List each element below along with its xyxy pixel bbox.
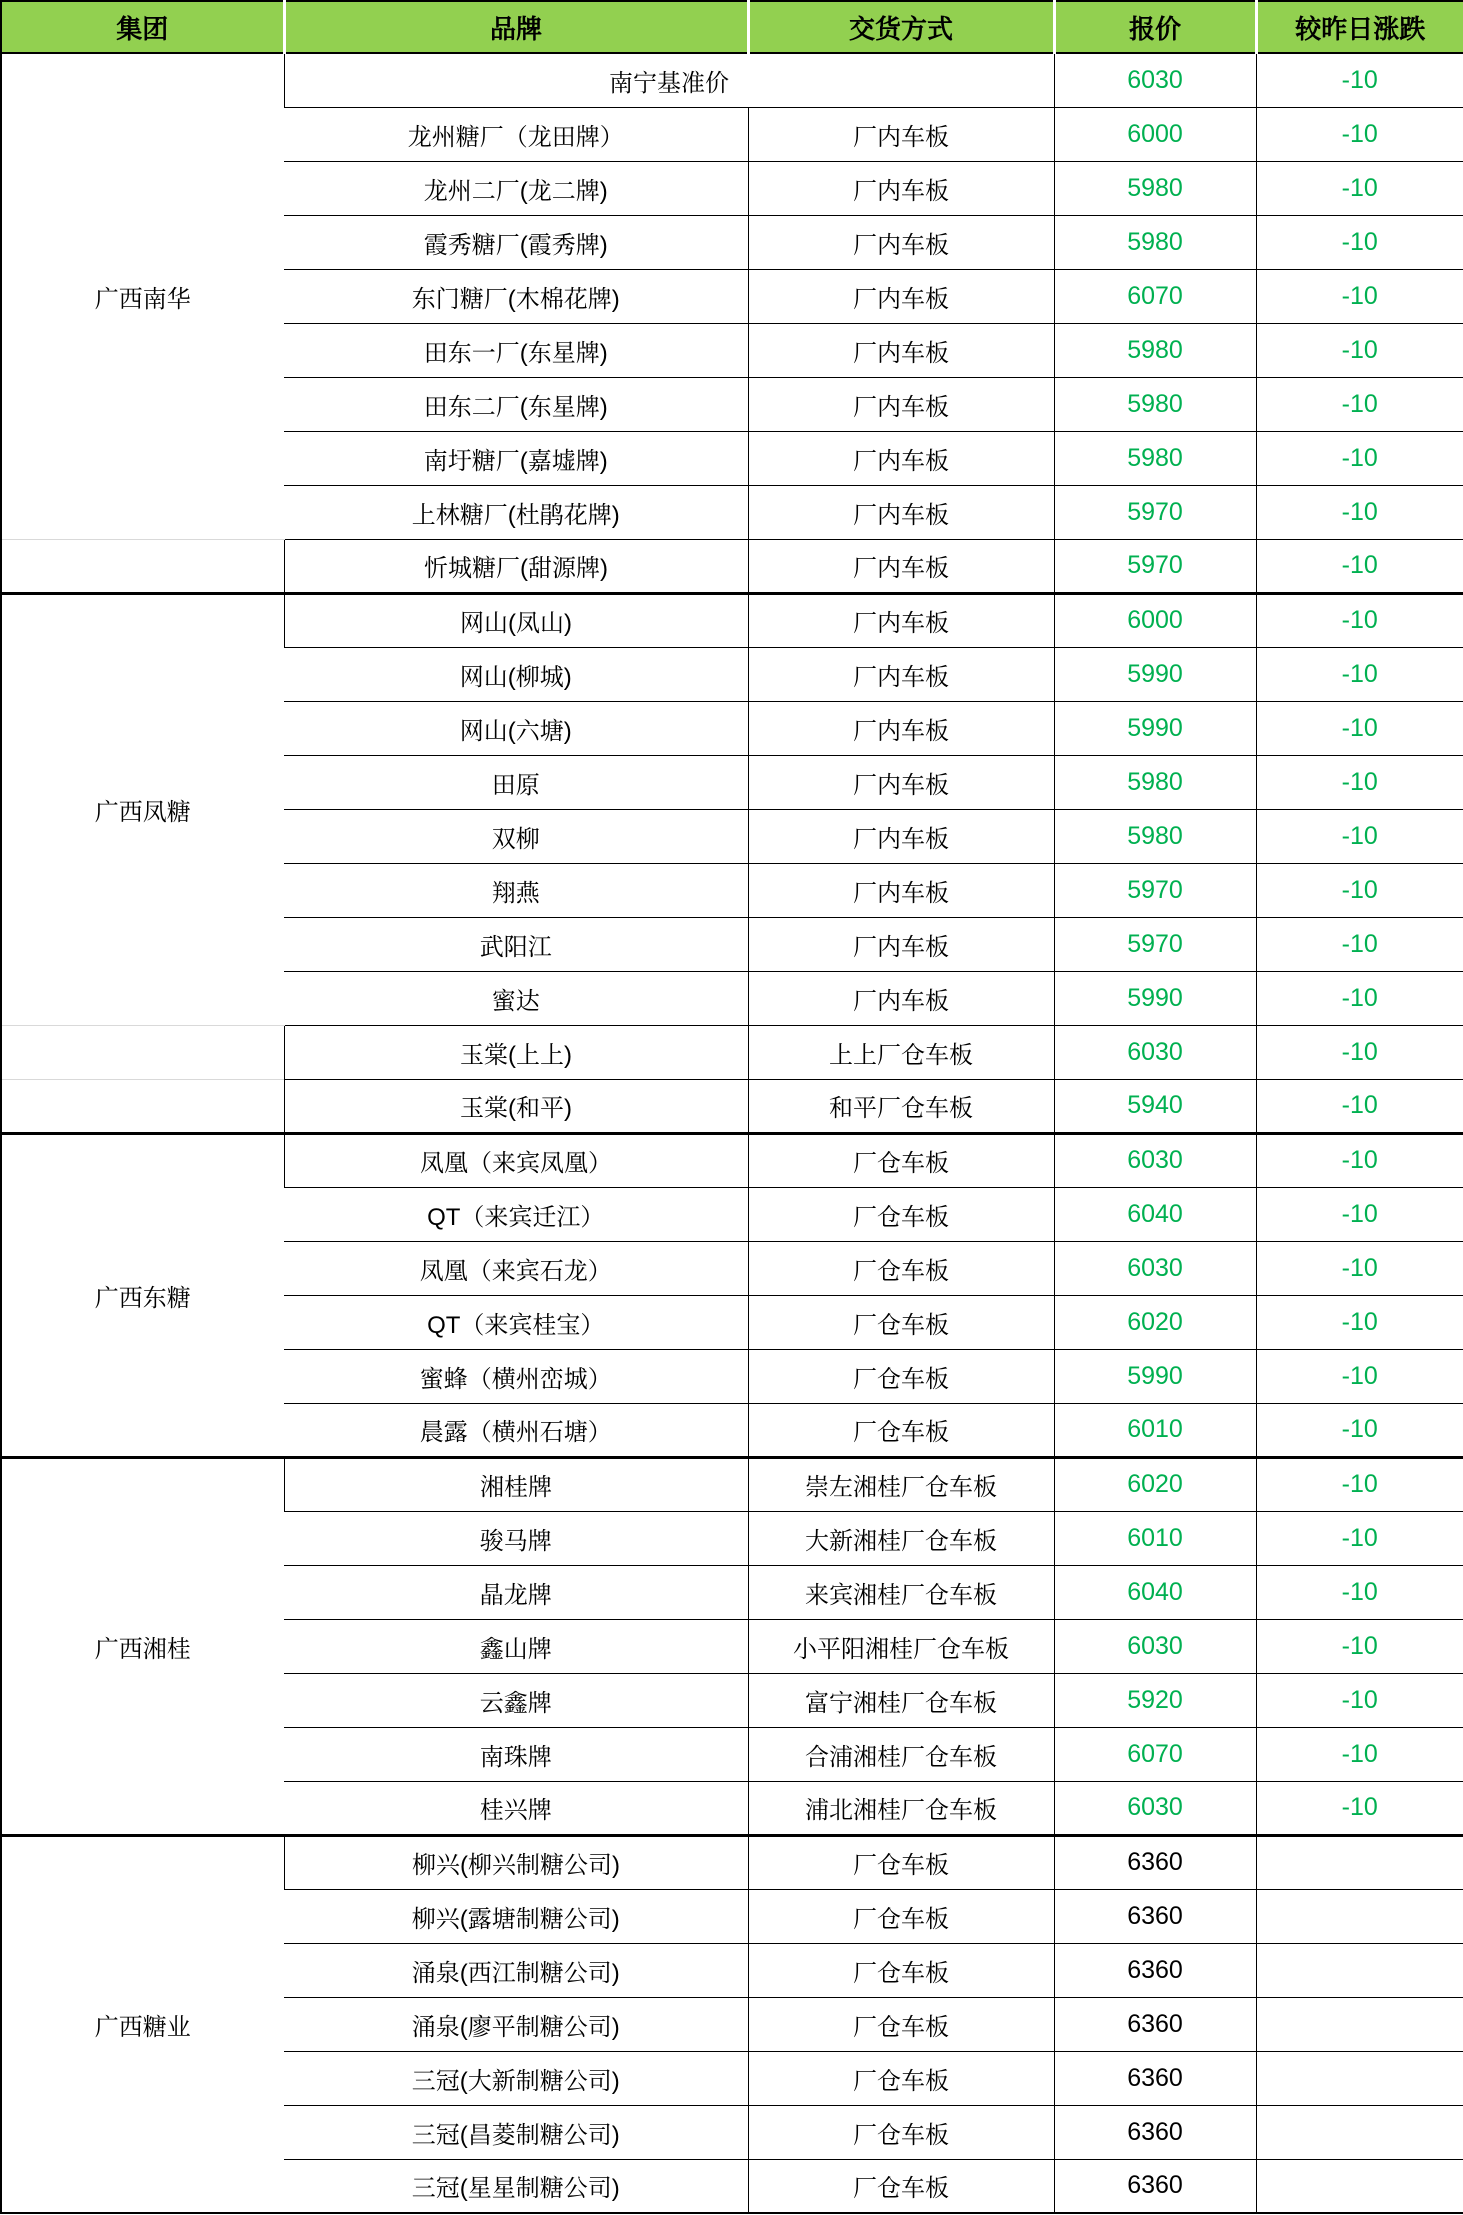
- price-cell: 6030: [1054, 1781, 1256, 1835]
- brand-cell: 晶龙牌: [284, 1565, 748, 1619]
- delivery-cell: 厂内车板: [748, 107, 1054, 161]
- delivery-cell: 厂仓车板: [748, 2105, 1054, 2159]
- change-cell: -10: [1256, 1349, 1463, 1403]
- price-cell: 6360: [1054, 2159, 1256, 2213]
- brand-cell: 霞秀糖厂(霞秀牌): [284, 215, 748, 269]
- delivery-cell: 厂内车板: [748, 593, 1054, 647]
- change-cell: -10: [1256, 755, 1463, 809]
- price-cell: 5990: [1054, 1349, 1256, 1403]
- delivery-cell: 富宁湘桂厂仓车板: [748, 1673, 1054, 1727]
- delivery-cell: 厂内车板: [748, 269, 1054, 323]
- price-cell: 5980: [1054, 215, 1256, 269]
- brand-cell: 网山(柳城): [284, 647, 748, 701]
- change-cell: -10: [1256, 539, 1463, 593]
- change-cell: -10: [1256, 269, 1463, 323]
- brand-cell: 南圩糖厂(嘉墟牌): [284, 431, 748, 485]
- price-cell: 5980: [1054, 377, 1256, 431]
- delivery-cell: 厂内车板: [748, 701, 1054, 755]
- brand-cell: 柳兴(露塘制糖公司): [284, 1889, 748, 1943]
- delivery-cell: 厂内车板: [748, 161, 1054, 215]
- delivery-cell: 厂内车板: [748, 971, 1054, 1025]
- delivery-cell: 厂仓车板: [748, 1997, 1054, 2051]
- change-cell: -10: [1256, 53, 1463, 107]
- price-cell: 5970: [1054, 917, 1256, 971]
- group-empty-cell: [1, 1025, 284, 1079]
- delivery-cell: 厂内车板: [748, 539, 1054, 593]
- table-row: [1, 1133, 1463, 1187]
- delivery-cell: 厂内车板: [748, 323, 1054, 377]
- delivery-cell: 厂仓车板: [748, 1295, 1054, 1349]
- delivery-cell: 厂内车板: [748, 377, 1054, 431]
- brand-cell: 云鑫牌: [284, 1673, 748, 1727]
- delivery-cell: 小平阳湘桂厂仓车板: [748, 1619, 1054, 1673]
- header-brand: 品牌: [284, 1, 748, 53]
- change-cell: [1256, 2159, 1463, 2213]
- delivery-cell: 厂仓车板: [748, 1943, 1054, 1997]
- change-cell: -10: [1256, 1295, 1463, 1349]
- price-cell: 5980: [1054, 809, 1256, 863]
- price-cell: 5980: [1054, 431, 1256, 485]
- brand-cell: 龙州二厂(龙二牌): [284, 161, 748, 215]
- change-cell: -10: [1256, 1673, 1463, 1727]
- price-cell: 5920: [1054, 1673, 1256, 1727]
- delivery-cell: 厂仓车板: [748, 1403, 1054, 1457]
- brand-cell: 网山(六塘): [284, 701, 748, 755]
- delivery-cell: 厂仓车板: [748, 1889, 1054, 1943]
- change-cell: -10: [1256, 485, 1463, 539]
- brand-cell: 凤凰（来宾石龙）: [284, 1241, 748, 1295]
- delivery-cell: 浦北湘桂厂仓车板: [748, 1781, 1054, 1835]
- price-cell: 6040: [1054, 1187, 1256, 1241]
- delivery-cell: 厂内车板: [748, 647, 1054, 701]
- price-cell: 6360: [1054, 1997, 1256, 2051]
- delivery-cell: 合浦湘桂厂仓车板: [748, 1727, 1054, 1781]
- change-cell: -10: [1256, 809, 1463, 863]
- price-cell: 6010: [1054, 1403, 1256, 1457]
- price-cell: 5980: [1054, 323, 1256, 377]
- header-price: 报价: [1054, 1, 1256, 53]
- delivery-cell: 厂仓车板: [748, 1241, 1054, 1295]
- change-cell: -10: [1256, 1727, 1463, 1781]
- brand-cell: 上林糖厂(杜鹃花牌): [284, 485, 748, 539]
- brand-cell: 网山(凤山): [284, 593, 748, 647]
- delivery-cell: 厂仓车板: [748, 2159, 1054, 2213]
- delivery-cell: 厂仓车板: [748, 2051, 1054, 2105]
- delivery-cell: 厂仓车板: [748, 1349, 1054, 1403]
- price-cell: 5990: [1054, 701, 1256, 755]
- price-cell: 6030: [1054, 1241, 1256, 1295]
- header-delivery: 交货方式: [748, 1, 1054, 53]
- delivery-cell: 崇左湘桂厂仓车板: [748, 1457, 1054, 1511]
- delivery-cell: 厂内车板: [748, 215, 1054, 269]
- price-cell: 6020: [1054, 1295, 1256, 1349]
- change-cell: -10: [1256, 431, 1463, 485]
- change-cell: -10: [1256, 1619, 1463, 1673]
- header-row: [1, 1, 1463, 53]
- brand-cell: 湘桂牌: [284, 1457, 748, 1511]
- brand-cell: 南珠牌: [284, 1727, 748, 1781]
- change-cell: -10: [1256, 1511, 1463, 1565]
- delivery-cell: 厂内车板: [748, 755, 1054, 809]
- price-cell: 5990: [1054, 647, 1256, 701]
- price-table-body: [1, 53, 1463, 2213]
- delivery-cell: 厂仓车板: [748, 1133, 1054, 1187]
- brand-cell: 三冠(星星制糖公司): [284, 2159, 748, 2213]
- delivery-cell: 来宾湘桂厂仓车板: [748, 1565, 1054, 1619]
- price-cell: 6020: [1054, 1457, 1256, 1511]
- brand-cell: QT（来宾迁江）: [284, 1187, 748, 1241]
- price-cell: 6360: [1054, 1943, 1256, 1997]
- brand-cell: 涌泉(西江制糖公司): [284, 1943, 748, 1997]
- brand-cell: 晨露（横州石塘）: [284, 1403, 748, 1457]
- brand-cell: 田原: [284, 755, 748, 809]
- table-row: [1, 1025, 1463, 1079]
- change-cell: [1256, 1835, 1463, 1889]
- change-cell: -10: [1256, 647, 1463, 701]
- brand-cell: 翔燕: [284, 863, 748, 917]
- brand-cell: 三冠(大新制糖公司): [284, 2051, 748, 2105]
- header-change: 较昨日涨跌: [1256, 1, 1463, 53]
- brand-cell: 忻城糖厂(甜源牌): [284, 539, 748, 593]
- brand-cell: 蜜蜂（横州峦城）: [284, 1349, 748, 1403]
- brand-cell: 柳兴(柳兴制糖公司): [284, 1835, 748, 1889]
- brand-cell: 龙州糖厂（龙田牌）: [284, 107, 748, 161]
- change-cell: -10: [1256, 1457, 1463, 1511]
- delivery-cell: 和平厂仓车板: [748, 1079, 1054, 1133]
- change-cell: [1256, 1943, 1463, 1997]
- change-cell: -10: [1256, 593, 1463, 647]
- price-cell: 6030: [1054, 1619, 1256, 1673]
- price-cell: 5940: [1054, 1079, 1256, 1133]
- change-cell: -10: [1256, 1403, 1463, 1457]
- change-cell: -10: [1256, 971, 1463, 1025]
- change-cell: -10: [1256, 863, 1463, 917]
- delivery-cell: 厂内车板: [748, 863, 1054, 917]
- brand-cell: 骏马牌: [284, 1511, 748, 1565]
- delivery-cell: 厂仓车板: [748, 1187, 1054, 1241]
- price-cell: 6360: [1054, 1889, 1256, 1943]
- brand-cell: 南宁基准价: [284, 53, 1054, 107]
- price-cell: 6030: [1054, 1133, 1256, 1187]
- price-cell: 5970: [1054, 539, 1256, 593]
- price-cell: 6000: [1054, 107, 1256, 161]
- change-cell: -10: [1256, 215, 1463, 269]
- brand-cell: 三冠(昌菱制糖公司): [284, 2105, 748, 2159]
- change-cell: -10: [1256, 1133, 1463, 1187]
- group-empty-cell: [1, 539, 284, 593]
- change-cell: -10: [1256, 701, 1463, 755]
- change-cell: -10: [1256, 1079, 1463, 1133]
- brand-cell: 玉棠(上上): [284, 1025, 748, 1079]
- change-cell: -10: [1256, 1187, 1463, 1241]
- brand-cell: 凤凰（来宾凤凰）: [284, 1133, 748, 1187]
- delivery-cell: 厂内车板: [748, 917, 1054, 971]
- brand-cell: 桂兴牌: [284, 1781, 748, 1835]
- price-cell: 6030: [1054, 53, 1256, 107]
- price-cell: 5970: [1054, 863, 1256, 917]
- delivery-cell: 厂内车板: [748, 809, 1054, 863]
- brand-cell: 田东一厂(东星牌): [284, 323, 748, 377]
- group-empty-cell: [1, 1079, 284, 1133]
- price-cell: 6030: [1054, 1025, 1256, 1079]
- table-row: [1, 53, 1463, 107]
- brand-cell: 田东二厂(东星牌): [284, 377, 748, 431]
- delivery-cell: 厂内车板: [748, 485, 1054, 539]
- change-cell: -10: [1256, 107, 1463, 161]
- price-cell: 6000: [1054, 593, 1256, 647]
- change-cell: [1256, 2105, 1463, 2159]
- group-name-cell: 广西糖业: [1, 1835, 284, 2213]
- change-cell: -10: [1256, 323, 1463, 377]
- price-cell: 6360: [1054, 2051, 1256, 2105]
- table-row: [1, 1079, 1463, 1133]
- brand-cell: 双柳: [284, 809, 748, 863]
- price-cell: 5980: [1054, 755, 1256, 809]
- price-cell: 6040: [1054, 1565, 1256, 1619]
- price-cell: 5990: [1054, 971, 1256, 1025]
- delivery-cell: 上上厂仓车板: [748, 1025, 1054, 1079]
- price-cell: 6360: [1054, 1835, 1256, 1889]
- change-cell: -10: [1256, 1781, 1463, 1835]
- price-cell: 6070: [1054, 1727, 1256, 1781]
- change-cell: -10: [1256, 917, 1463, 971]
- table-row: [1, 593, 1463, 647]
- brand-cell: 鑫山牌: [284, 1619, 748, 1673]
- price-cell: 6010: [1054, 1511, 1256, 1565]
- brand-cell: 涌泉(廖平制糖公司): [284, 1997, 748, 2051]
- brand-cell: 武阳江: [284, 917, 748, 971]
- group-name-cell: 广西凤糖: [1, 593, 284, 1025]
- price-cell: 6360: [1054, 2105, 1256, 2159]
- table-row: [1, 1457, 1463, 1511]
- brand-cell: QT（来宾桂宝）: [284, 1295, 748, 1349]
- delivery-cell: 厂仓车板: [748, 1835, 1054, 1889]
- table-row: [1, 539, 1463, 593]
- change-cell: -10: [1256, 1565, 1463, 1619]
- header-group: 集团: [1, 1, 284, 53]
- brand-cell: 蜜达: [284, 971, 748, 1025]
- change-cell: [1256, 2051, 1463, 2105]
- delivery-cell: 厂内车板: [748, 431, 1054, 485]
- price-cell: 6070: [1054, 269, 1256, 323]
- change-cell: -10: [1256, 161, 1463, 215]
- brand-cell: 玉棠(和平): [284, 1079, 748, 1133]
- group-name-cell: 广西南华: [1, 53, 284, 539]
- group-name-cell: 广西湘桂: [1, 1457, 284, 1835]
- change-cell: [1256, 1997, 1463, 2051]
- change-cell: -10: [1256, 1025, 1463, 1079]
- change-cell: [1256, 1889, 1463, 1943]
- change-cell: -10: [1256, 377, 1463, 431]
- change-cell: -10: [1256, 1241, 1463, 1295]
- price-cell: 5970: [1054, 485, 1256, 539]
- group-name-cell: 广西东糖: [1, 1133, 284, 1457]
- table-row: [1, 1835, 1463, 1889]
- brand-cell: 东门糖厂(木棉花牌): [284, 269, 748, 323]
- price-cell: 5980: [1054, 161, 1256, 215]
- delivery-cell: 大新湘桂厂仓车板: [748, 1511, 1054, 1565]
